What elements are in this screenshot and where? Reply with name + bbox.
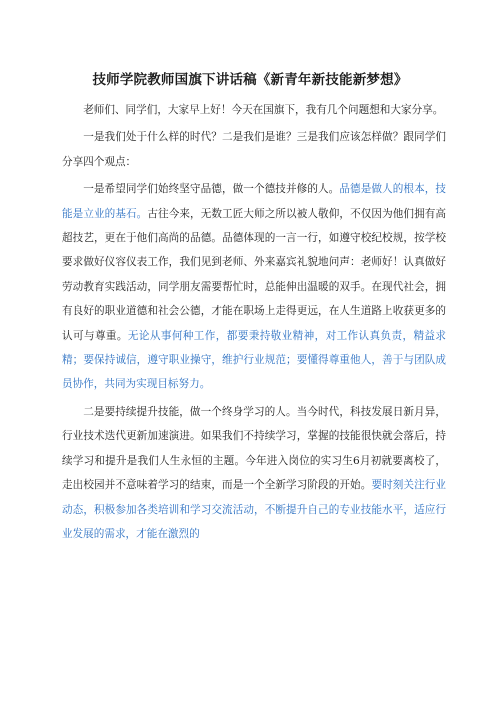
highlighted-text: 要时刻关注行业动态，积极参加各类培训和学习交流活动，不断提升自己的专业技能水平，适应行业发展的需求，才能在激烈的 bbox=[62, 479, 447, 540]
paragraph bbox=[62, 177, 446, 397]
document-title: 技师学院教师国旗下讲话稿《新青年新技能新梦想》 bbox=[92, 72, 408, 88]
body-text: 一是我们处于什么样的时代？二是我们是谁？三是我们应该怎样做？跟同学们分享四个观点： bbox=[62, 131, 446, 168]
document-body bbox=[62, 98, 446, 549]
highlighted-text: 无论从事何种工作，都要秉持敬业精神，对工作认真负责，精益求精；要保持诚信，遵守职业操守，维护行业规范；要懂得尊重他人，善于与团队成员协作，共同为实现目标努力。 bbox=[62, 329, 447, 391]
paragraph bbox=[62, 98, 446, 122]
paragraph bbox=[62, 125, 446, 174]
body-text: 一是希望同学们始终坚守品德，做一个德技并修的人。 bbox=[83, 183, 340, 196]
highlighted-text: 品德是做人的根本，技能是立业的基石。 bbox=[62, 183, 447, 220]
body-text: 老师们、同学们，大家早上好！今天在国旗下，我有几个问题想和大家分享。 bbox=[83, 104, 444, 116]
body-text: 二是要持续提升技能，做一个终身学习的人。当今时代，科技发展日新月异，行业技术迭代更新加速演进。如果我们不持续学习，掌握的技能很快就会落后，持续学习和提升是我们人生永恒的主题。今年进入岗位的实习生6月初就要离校了，走出校园并不意味着学习的结束，而是一个全新学习阶段的开始。 bbox=[62, 405, 446, 492]
paragraph bbox=[62, 400, 446, 546]
body-text: 古往今来，无数工匠大师之所以被人敬仰，不仅因为他们拥有高超技艺，更在于他们高尚的品德。品德体现的一言一行，如遵守校纪校规，按学校要求做好仪容仪表工作，我们见到老师、外来嘉宾礼貌地问声：老师好！认真做好劳动教育实践活动，同学朋友需要帮忙时，总能伸出温暖的双手。在现代社会，拥有良好的职业道德和社会公德，才能在职场上走得更远，在人生道路上收获更多的认可与尊重。 bbox=[62, 207, 447, 342]
